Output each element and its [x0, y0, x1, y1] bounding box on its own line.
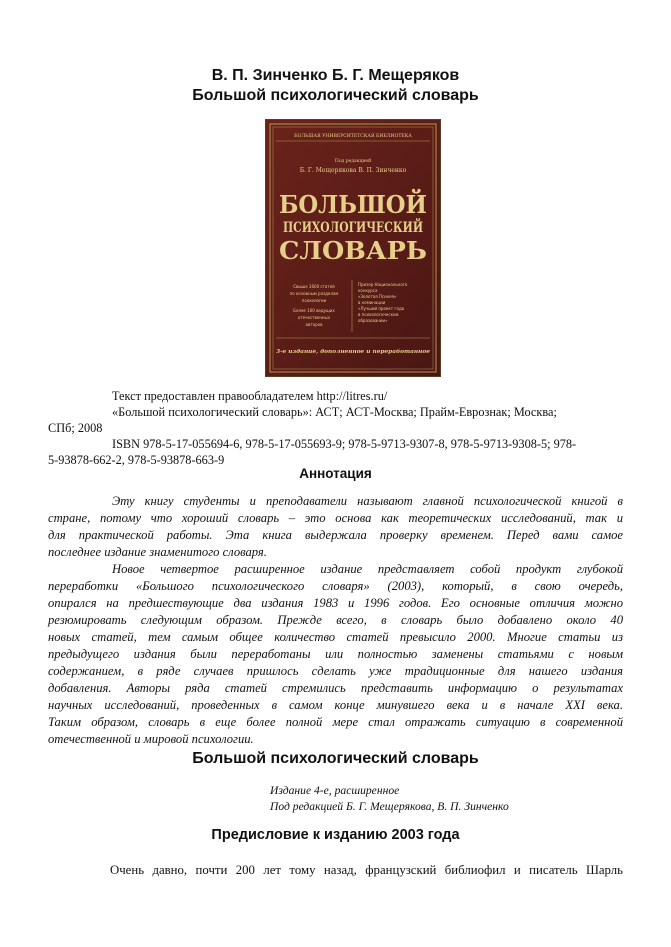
cover-edited-by: Под редакцией: [334, 159, 372, 164]
paragraph-line: Таким образом, словарь в еще более полной мере стал отражать ситуацию в современной: [48, 715, 623, 729]
paragraph-line: стране, потому что хороший словарь – это основа как теоретических исследований, так и: [48, 511, 623, 525]
paragraph-line: опирался на предшествующие два издания 1983 и 1996 годов. Его основные отличия можно: [48, 596, 623, 610]
preface-first-line: Очень давно, почти 200 лет тому назад, французский библиофил и писатель Шарль: [110, 863, 623, 877]
meta-line: «Большой психологический словарь»: АСТ; АСТ-Москва; Прайм-Еврознак; Москва;: [112, 405, 557, 419]
cover-right-note-7: образовании»: [358, 318, 388, 323]
cover-right-note-1: Призер Национального: [358, 282, 408, 287]
meta-line: СПб; 2008: [48, 421, 103, 435]
paragraph-line: содержанием, в ряде случаев пришлось сделать уже традиционные для нашего издания: [48, 664, 623, 678]
paragraph-line: научных исследований, проведенных в самом конце минувшего века и в начале XXI века.: [48, 698, 623, 712]
publication-info: [48, 388, 623, 468]
authors-heading: В. П. Зинченко Б. Г. Мещеряков: [211, 67, 460, 84]
cover-title-line-2: ПСИХОЛОГИЧЕСКИЙ: [283, 220, 465, 236]
cover-edition-note: 3-е издание, дополненное и переработанное: [276, 349, 430, 355]
cover-right-note-3: «Золотая Психея»: [358, 294, 397, 299]
cover-left-note-4: Более 160 ведущих: [293, 308, 335, 313]
edition-line: Издание 4-е, расширенное: [270, 784, 400, 797]
paragraph-line: переработки «Большого психологического словаря» (2003), который, в свою очередь,: [48, 579, 623, 593]
cover-left-note-1: Свыше 1600 статей: [293, 284, 335, 289]
preface-heading: Предисловие к изданию 2003 года: [211, 827, 460, 843]
paragraph-line: новых статей, тем самым общее количество статей превысило 2000. Многие статьи из: [48, 630, 623, 644]
meta-line: Текст предоставлен правообладателем http://litres.ru/: [112, 389, 388, 403]
paragraph-line: отечественной и мировой психологии.: [48, 732, 254, 746]
book-cover-image: [266, 120, 465, 376]
paragraph-line: для практической работы. Эта книга выдержала проверку временем. Перед вами самое: [48, 528, 623, 542]
cover-left-note-5: отечественных: [297, 315, 331, 320]
paragraph-line: Новое четвертое расширенное издание представляет собой продукт глубокой: [112, 562, 623, 576]
paragraph-line: Эту книгу студенты и преподаватели называют главной психологической книгой в: [112, 494, 623, 508]
book-section-heading: Большой психологический словарь: [192, 750, 479, 767]
paragraph-line: добавления. Авторы ряда статей стремились представить информацию о результатах: [48, 681, 623, 695]
paragraph-line: последнее издание знаменитого словаря.: [48, 545, 267, 559]
cover-editors: Б. Г. Мещерякова В. П. Зинченко: [299, 167, 407, 174]
annotation-paragraph-1: [48, 493, 623, 561]
paragraph-line: предыдущего издания были переработаны или полностью заменены статьями с новым: [48, 647, 623, 661]
cover-right-note-6: в психологическом: [358, 312, 399, 317]
edition-info: [270, 783, 630, 815]
cover-left-note-3: психологии: [301, 298, 327, 303]
cover-right-note-4: в номинации: [358, 300, 386, 305]
cover-title-line-1: БОЛЬШОЙ: [279, 190, 436, 219]
meta-line: 5-93878-662-2, 978-5-93878-663-9: [48, 453, 225, 467]
meta-line: ISBN 978-5-17-055694-6, 978-5-17-055693-9; 978-5-9713-9307-8, 978-5-9713-9308-5; 978-: [112, 437, 577, 451]
editors-line: Под редакцией Б. Г. Мещерякова, В. П. Зинченко: [270, 800, 509, 813]
cover-series: БОЛЬШАЯ УНИВЕРСИТЕТСКАЯ БИБЛИОТЕКА: [294, 134, 412, 139]
annotation-heading: Аннотация: [299, 466, 372, 481]
cover-right-note-2: конкурса: [358, 288, 378, 293]
cover-left-note-2: по основным разделам: [289, 291, 339, 296]
paragraph-line: резюмировать следующим образом. Прежде всего, в словарь было добавлено около 40: [48, 613, 623, 627]
cover-right-note-5: «Лучший проект года: [358, 306, 405, 311]
cover-title-line-3: СЛОВАРЬ: [279, 236, 427, 265]
cover-left-note-6: авторов: [305, 322, 323, 327]
annotation-paragraph-2: [48, 561, 623, 748]
book-title-heading: Большой психологический словарь: [192, 87, 479, 104]
